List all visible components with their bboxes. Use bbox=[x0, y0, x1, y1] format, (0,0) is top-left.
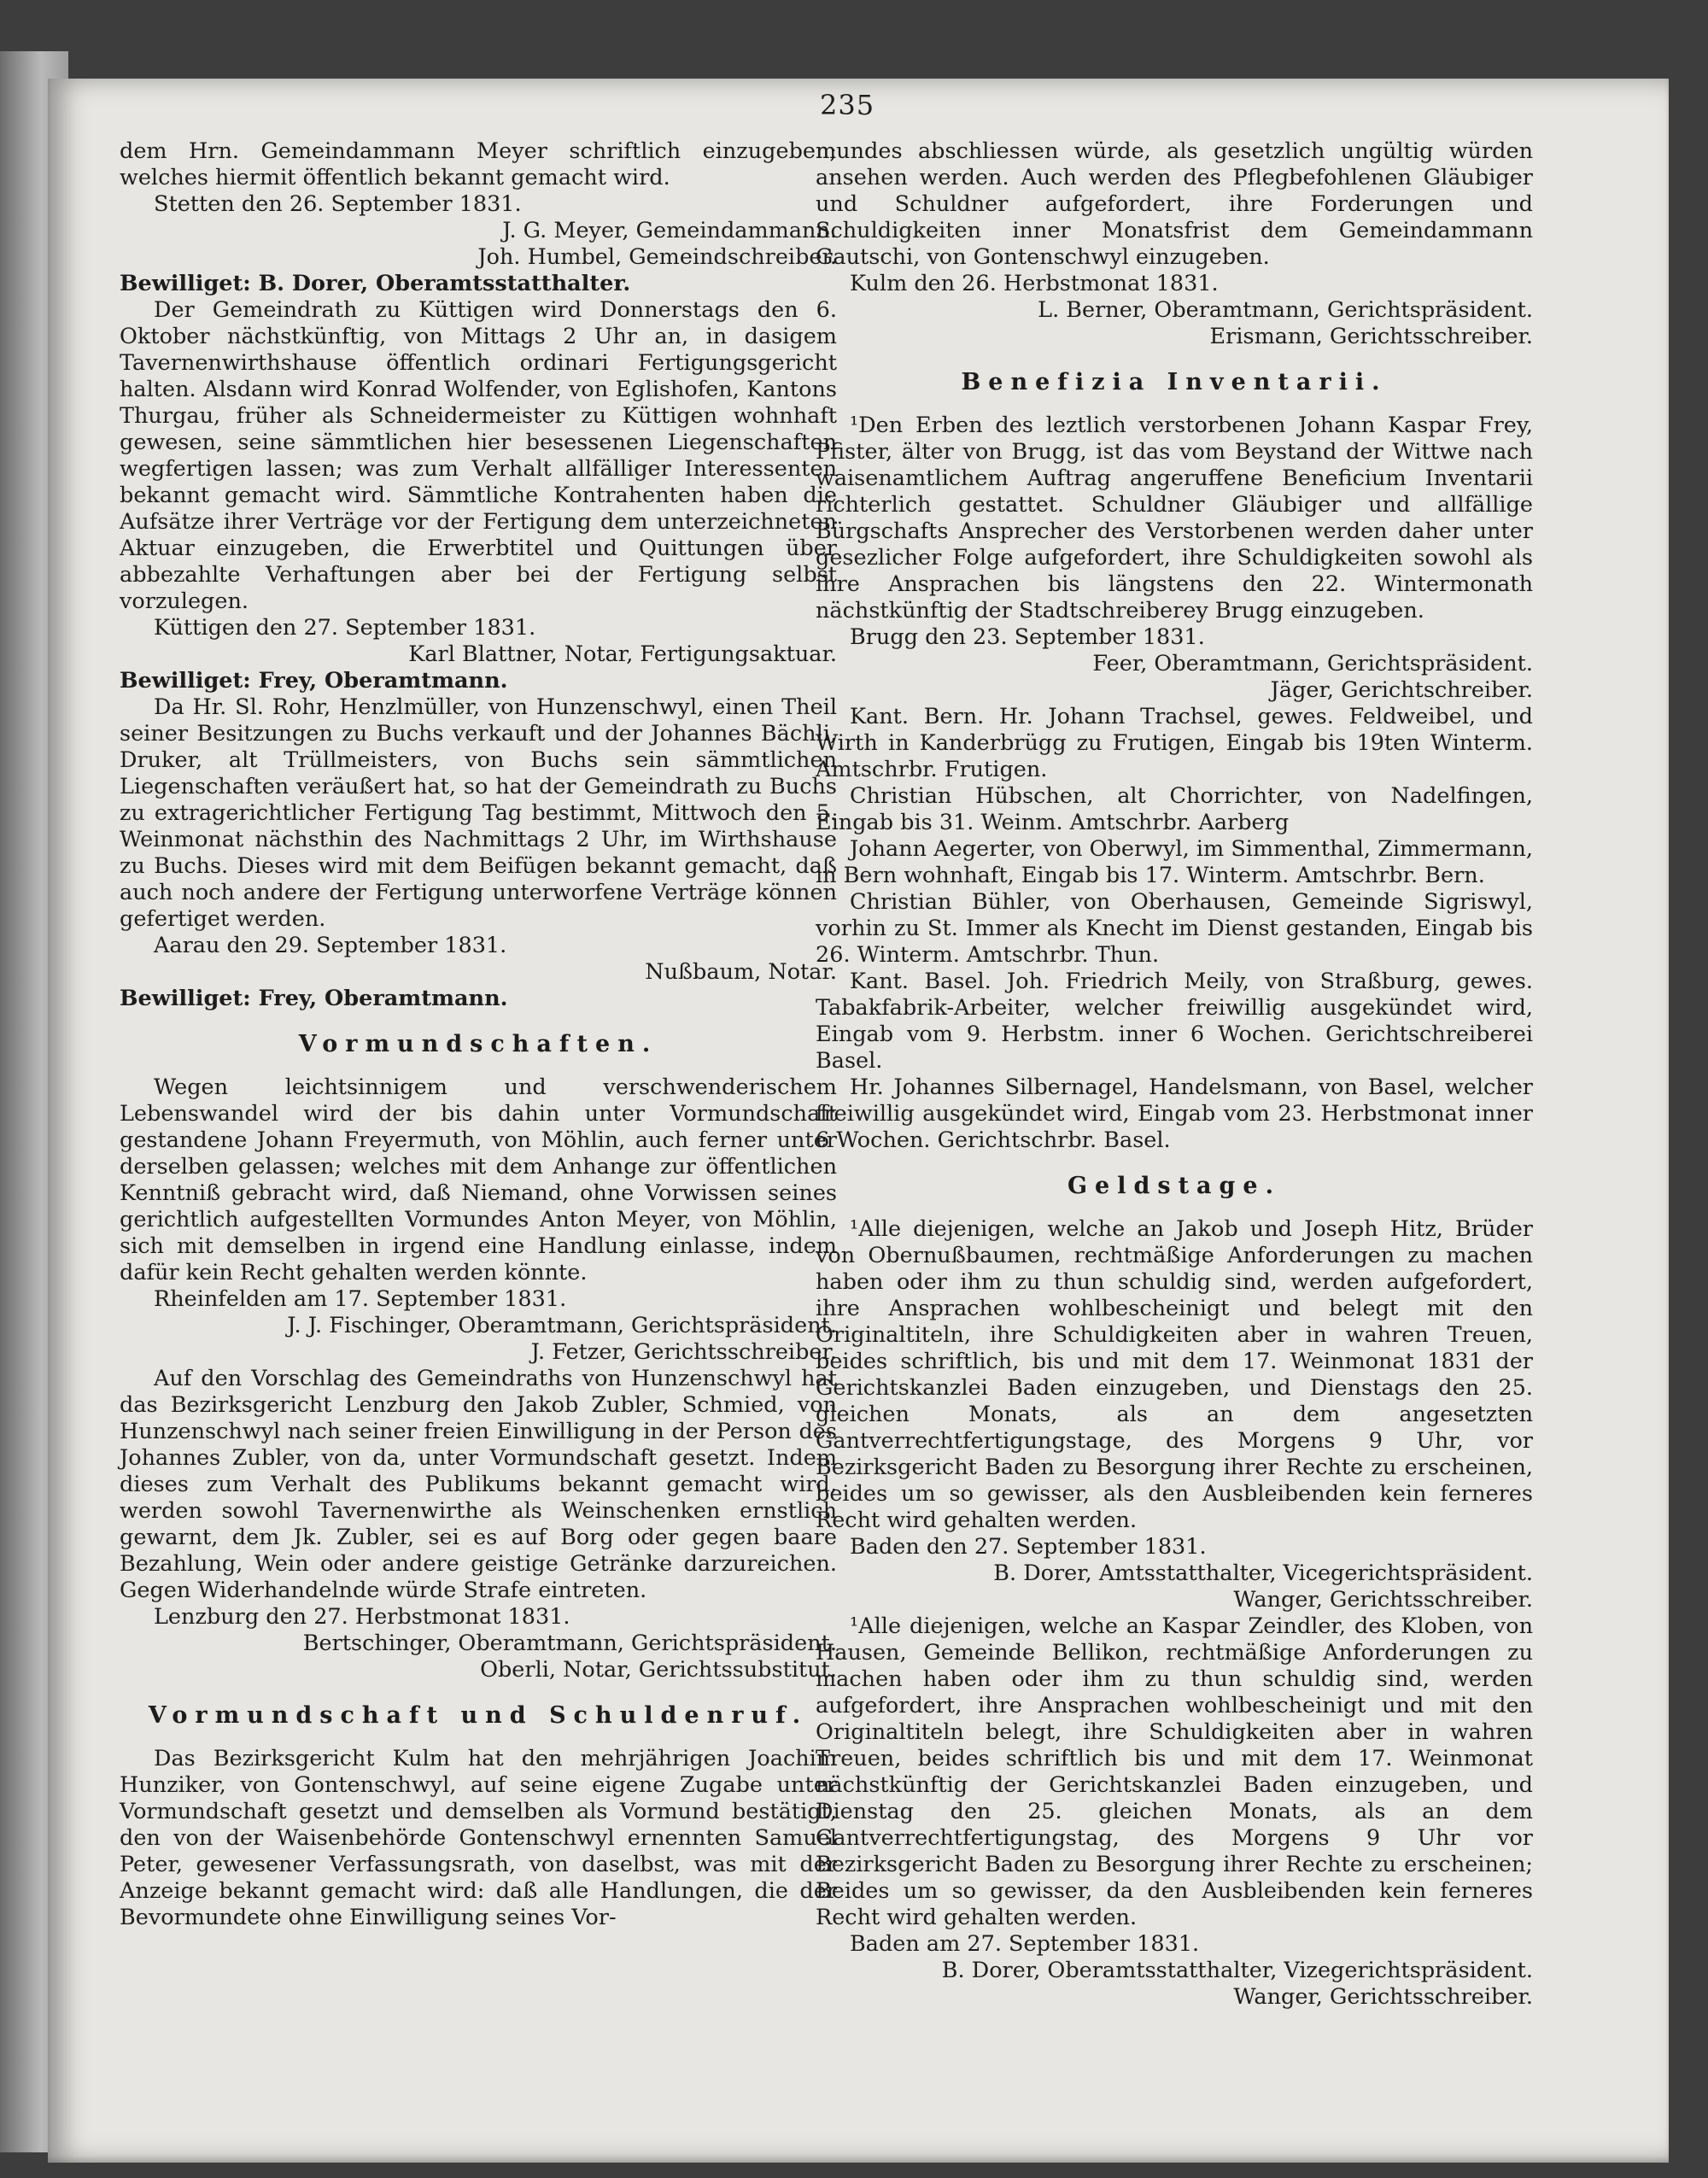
notice-paragraph: Kant. Bern. Hr. Johann Trachsel, gewes. Feldweibel, und Wirth in Kanderbrügg zu Frutigen, Eingab bis 19ten Winterm. Amtschrbr. Frutigen. bbox=[816, 704, 1533, 782]
approval-line: Bewilliget: Frey, Oberamtmann. bbox=[120, 668, 508, 694]
page-number: 235 bbox=[820, 89, 875, 121]
right-column bbox=[816, 138, 1533, 2011]
section-heading: Benefizia Inventarii. bbox=[961, 369, 1388, 395]
notice-signature: J. Fetzer, Gerichtsschreiber. bbox=[530, 1339, 837, 1365]
notice-date: Aarau den 29. September 1831. bbox=[154, 933, 507, 958]
notice-signature: Oberli, Notar, Gerichtssubstitut. bbox=[480, 1657, 837, 1683]
notice-date: Brugg den 23. September 1831. bbox=[850, 624, 1205, 650]
notice-paragraph: ¹Den Erben des leztlich verstorbenen Johann Kaspar Frey, Pfister, älter von Brugg, ist das vom Beystand der Wittwe nach waisenamtlichem Auftrag angeruffene Beneficium Inventarii richterlich gestattet. Schuldner Gläubiger und allfällige Bürgschafts Ansprecher des Verstorbenen werden daher unter gesezlicher Folge aufgefordert, ihre Schuldigkeiten sowohl als ihre Ansprachen bis längstens den 22. Wintermonath nächstkünftig der Stadtschreiberey Brugg einzugeben. bbox=[816, 413, 1533, 624]
approval-line: Bewilliget: Frey, Oberamtmann. bbox=[120, 986, 508, 1011]
notice-paragraph: dem Hrn. Gemeindammann Meyer schriftlich einzugeben; welches hiermit öffentlich bekannt gemacht wird. bbox=[120, 138, 837, 190]
notice-date: Küttigen den 27. September 1831. bbox=[154, 615, 536, 641]
notice-paragraph: Das Bezirksgericht Kulm hat den mehrjährigen Joachim Hunziker, von Gontenschwyl, auf seine eigene Zugabe unter Vormundschaft gesetzt und demselben als Vormund bestätigt, den von der Waisenbehörde Gontenschwyl ernennten Samuel Peter, gewesener Verfassungsrath, von daselbst, was mit der Anzeige bekannt gemacht wird: daß alle Handlungen, die der Bevormundete ohne Einwilligung seines Vor- bbox=[120, 1746, 837, 1930]
notice-date: Lenzburg den 27. Herbstmonat 1831. bbox=[154, 1604, 570, 1630]
notice-paragraph: Wegen leichtsinnigem und verschwenderischem Lebenswandel wird der bis dahin unter Vormundschaft gestandene Johann Freyermuth, von Möhlin, auch ferner unter derselben gelassen; welches mit dem Anhange zur öffentlichen Kenntniß gebracht wird, daß Niemand, ohne Vorwissen seines gerichtlich aufgestellten Vormundes Anton Meyer, von Möhlin, sich mit demselben in irgend eine Handlung einlasse, indem dafür kein Recht gehalten werden könnte. bbox=[120, 1074, 837, 1285]
notice-paragraph: ¹Alle diejenigen, welche an Kaspar Zeindler, des Kloben, von Hausen, Gemeinde Bellikon, rechtmäßige Anforderungen zu machen haben oder ihm zu thun schuldig sind, werden aufgefordert, ihre Ansprachen wohlbescheinigt und mit den Originaltiteln belegt, ihre Schuldigkeiten aber in wahren Treuen, beides schriftlich bis und mit dem 17. Weinmonat nächstkünftig der Gerichtskanzlei Baden einzugeben, und Dienstag den 25. gleichen Monats, als an dem Gantverrechtfertigungstag, des Morgens 9 Uhr vor Bezirksgericht Baden zu Besorgung ihrer Rechte zu erscheinen; Beides um so gewisser, da den Ausbleibenden kein ferneres Recht wird gehalten werden. bbox=[816, 1613, 1533, 1930]
notice-date: Baden den 27. September 1831. bbox=[850, 1534, 1207, 1560]
notice-paragraph: Christian Hübschen, alt Chorrichter, von Nadelfingen, Eingab bis 31. Weinm. Amtschrbr. Aarberg bbox=[816, 783, 1533, 835]
section-heading: Vormundschaft und Schuldenruf. bbox=[148, 1702, 809, 1729]
notice-signature: Wanger, Gerichtsschreiber. bbox=[1233, 1587, 1533, 1613]
notice-paragraph: Der Gemeindrath zu Küttigen wird Donnerstags den 6. Oktober nächstkünftig, von Mittags 2 Uhr an, in dasigem Tavernenwirthshause öffentlich ordinari Fertigungsgericht halten. Alsdann wird Konrad Wolfender, von Eglishofen, Kantons Thurgau, früher als Schneidermeister zu Küttigen wohnhaft gewesen, seine sämmtlichen hier besessenen Liegenschaften wegfertigen lassen; was zum Verhalt allfälliger Interessenten bekannt gemacht wird. Sämmtliche Kontrahenten haben die Aufsätze ihrer Verträge vor der Fertigung dem unterzeichneten Aktuar einzugeben, die Erwerbtitel und Quittungen über abbezahlte Verhaftungen aber bei der Fertigung selbst vorzulegen. bbox=[120, 297, 837, 614]
left-column bbox=[120, 138, 837, 1931]
notice-signature: Feer, Oberamtmann, Gerichtspräsident. bbox=[1092, 651, 1533, 676]
notice-date: Stetten den 26. September 1831. bbox=[154, 191, 522, 217]
notice-signature: Nußbaum, Notar. bbox=[645, 959, 837, 985]
notice-signature: B. Dorer, Oberamtsstatthalter, Vizegerichtspräsident. bbox=[941, 1958, 1533, 1983]
notice-paragraph: Da Hr. Sl. Rohr, Henzlmüller, von Hunzenschwyl, einen Theil seiner Besitzungen zu Buchs verkauft und der Johannes Bächli, Druker, alt Trüllmeisters, von Buchs sein sämmtlichen Liegenschaften veräußert hat, so hat der Gemeindrath zu Buchs zu extragerichtlicher Fertigung Tag bestimmt, Mittwoch den 5. Weinmonat nächsthin des Nachmittags 2 Uhr, im Wirthshause zu Buchs. Dieses wird mit dem Beifügen bekannt gemacht, daß auch noch andere der Fertigung unterworfene Verträge können gefertiget werden. bbox=[120, 694, 837, 932]
notice-paragraph: ¹Alle diejenigen, welche an Jakob und Joseph Hitz, Brüder von Obernußbaumen, rechtmäßige Anforderungen zu machen haben oder ihm zu thun schuldig sind, werden aufgefordert, ihre Ansprachen wohlbescheinigt und belegt mit den Originaltiteln, ihre Schuldigkeiten aber in wahren Treuen, beides schriftlich, bis und mit dem 17. Weinmonat 1831 der Gerichtskanzlei Baden einzugeben, und Dienstags den 25. gleichen Monats, als an dem angesetzten Gantverrechtfertigungstage, des Morgens 9 Uhr, vor Bezirksgericht Baden zu Besorgung ihrer Rechte zu erscheinen, beides um so gewisser, als den Ausbleibenden kein ferneres Recht wird gehalten werden. bbox=[816, 1216, 1533, 1533]
notice-date: Baden am 27. September 1831. bbox=[850, 1931, 1200, 1957]
notice-signature: J. J. Fischinger, Oberamtmann, Gerichtspräsident. bbox=[287, 1313, 837, 1338]
notice-signature: B. Dorer, Amtsstatthalter, Vicegerichtspräsident. bbox=[993, 1560, 1533, 1586]
notice-signature: Erismann, Gerichtsschreiber. bbox=[1209, 324, 1533, 349]
notice-signature: Jäger, Gerichtschreiber. bbox=[1270, 677, 1533, 703]
section-heading: Vormundschaften. bbox=[298, 1031, 658, 1057]
notice-signature: J. G. Meyer, Gemeindammann. bbox=[502, 218, 837, 243]
notice-paragraph: Johann Aegerter, von Oberwyl, im Simmenthal, Zimmermann, in Bern wohnhaft, Eingab bis 17. Winterm. Amtschrbr. Bern. bbox=[816, 836, 1533, 888]
notice-signature: Wanger, Gerichtsschreiber. bbox=[1233, 1984, 1533, 2010]
section-heading: Geldstage. bbox=[1068, 1173, 1281, 1199]
notice-paragraph: Hr. Johannes Silbernagel, Handelsmann, von Basel, welcher freiwillig ausgekündet wird, Eingab vom 23. Herbstmonat inner 6 Wochen. Gerichtschrbr. Basel. bbox=[816, 1074, 1533, 1153]
notice-paragraph: Kant. Basel. Joh. Friedrich Meily, von Straßburg, gewes. Tabakfabrik-Arbeiter, welcher freiwillig ausgekündet wird, Eingab vom 9. Herbstm. inner 6 Wochen. Gerichtschreiberei Basel. bbox=[816, 969, 1533, 1074]
notice-signature: Karl Blattner, Notar, Fertigungsaktuar. bbox=[408, 641, 837, 667]
notice-signature: Bertschinger, Oberamtmann, Gerichtspräsident. bbox=[302, 1631, 837, 1656]
notice-date: Rheinfelden am 17. September 1831. bbox=[154, 1286, 567, 1312]
notice-paragraph: mundes abschliessen würde, als gesetzlich ungültig würden ansehen werden. Auch werden des Pflegbefohlenen Gläubiger und Schuldner aufgefordert, ihre Forderungen und Schuldigkeiten inner Monatsfrist dem Gemeindammann Gautschi, von Gontenschwyl einzugeben. bbox=[816, 138, 1533, 270]
approval-line: Bewilliget: B. Dorer, Oberamtsstatthalter. bbox=[120, 271, 631, 296]
notice-paragraph: Christian Bühler, von Oberhausen, Gemeinde Sigriswyl, vorhin zu St. Immer als Knecht im Dienst gestanden, Eingab bis 26. Winterm. Amtschrbr. Thun. bbox=[816, 889, 1533, 968]
notice-signature: Joh. Humbel, Gemeindschreiber. bbox=[477, 244, 837, 270]
notice-date: Kulm den 26. Herbstmonat 1831. bbox=[850, 271, 1219, 296]
notice-paragraph: Auf den Vorschlag des Gemeindraths von Hunzenschwyl hat das Bezirksgericht Lenzburg den Jakob Zubler, Schmied, von Hunzenschwyl nach seiner freien Einwilligung in der Person des Johannes Zubler, von da, unter Vormundschaft gesetzt. Indem dieses zum Verhalt des Publikums bekannt gemacht wird, werden sowohl Tavernenwirthe als Weinschenken ernstlich gewarnt, dem Jk. Zubler, sei es auf Borg oder gegen baare Bezahlung, Wein oder andere geistige Getränke darzureichen. Gegen Widerhandelnde würde Strafe eintreten. bbox=[120, 1366, 837, 1603]
notice-signature: L. Berner, Oberamtmann, Gerichtspräsident. bbox=[1038, 297, 1533, 323]
